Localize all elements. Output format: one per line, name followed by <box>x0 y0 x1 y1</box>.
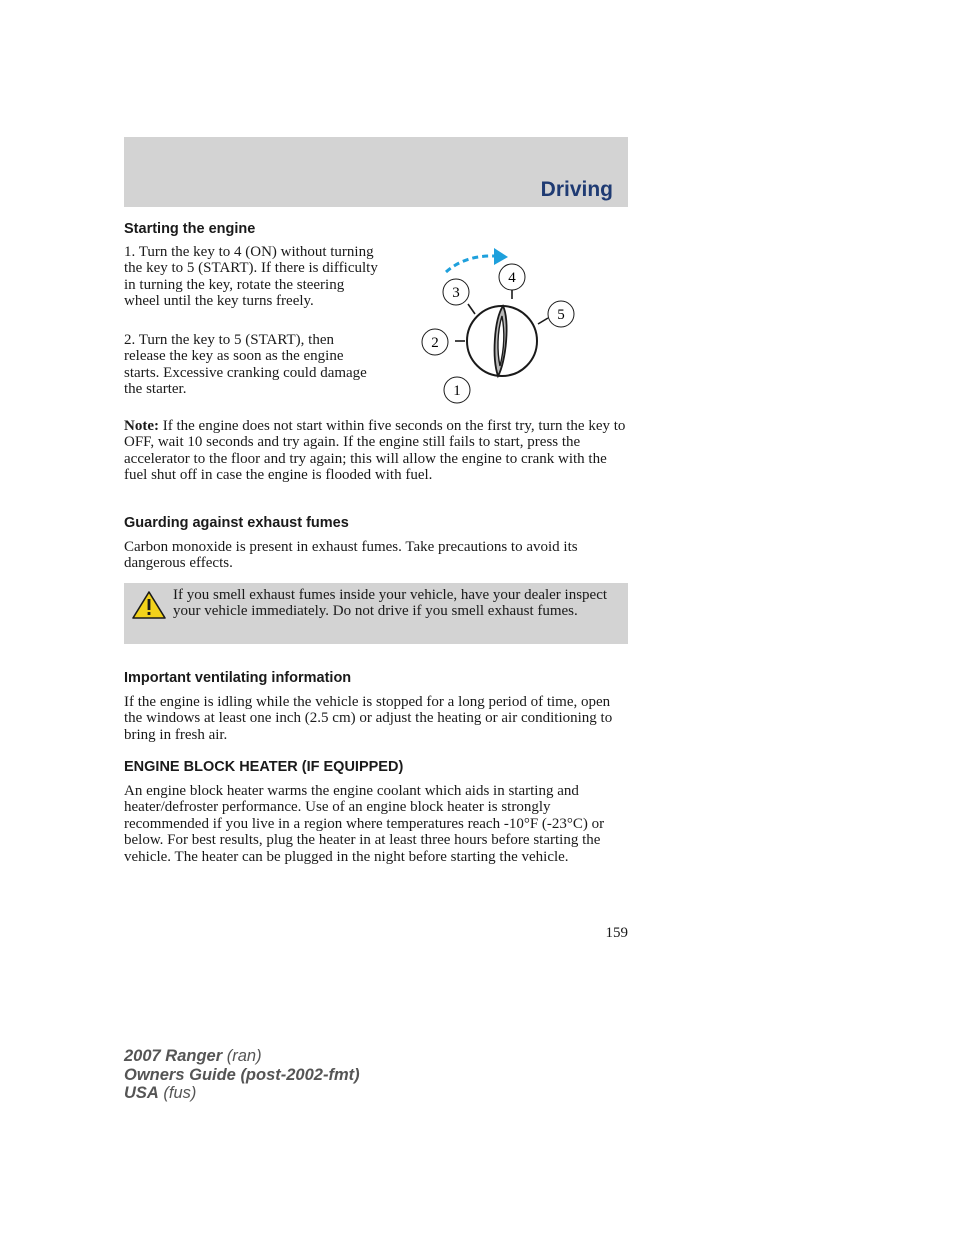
footer-line-1: 2007 Ranger (ran) <box>124 1047 262 1065</box>
starting-step-1: 1. Turn the key to 4 (ON) without turning the key to 5 (START). If there is difficulty in turning the key, rotate the steering wheel until the key turns freely. <box>124 244 378 310</box>
note-paragraph <box>124 418 628 484</box>
warning-text: If you smell exhaust fumes inside your vehicle, have your dealer inspect your vehicle immediately. Do not drive if you smell exhaust fumes. <box>173 587 608 620</box>
warning-triangle-icon <box>131 587 173 621</box>
note-label: Note: <box>124 418 159 434</box>
warning-box <box>124 583 628 644</box>
exhaust-text: Carbon monoxide is present in exhaust fumes. Take precautions to avoid its dangerous effects. <box>124 539 578 572</box>
starting-engine-heading: Starting the engine <box>124 221 256 237</box>
position-2-marker <box>422 329 448 355</box>
starting-step-2: 2. Turn the key to 5 (START), then release the key as soon as the engine starts. Excessive cranking could damage the starter. <box>124 332 367 398</box>
svg-text:3: 3 <box>452 285 460 301</box>
svg-text:2: 2 <box>431 335 439 351</box>
block-heater-text: An engine block heater warms the engine coolant which aids in starting and heater/defroster performance. Use of an engine block heater is strongly recommended if you live in a region where temperatures reach -10°F (-23°C) or below. For best results, plug the heater in at least three hours before starting the vehicle. The heater can be plugged in the night before starting the vehicle. <box>124 783 605 865</box>
exhaust-heading: Guarding against exhaust fumes <box>124 515 349 531</box>
ignition-switch-icon <box>467 306 537 376</box>
rotation-arrow-icon <box>446 248 508 272</box>
ventilating-text: If the engine is idling while the vehicle is stopped for a long period of time, open the windows at least one inch (2.5 cm) or adjust the heating or air conditioning to bring in fresh air. <box>124 694 613 743</box>
footer-line-2: Owners Guide (post-2002-fmt) <box>124 1065 360 1084</box>
svg-text:1: 1 <box>453 383 461 399</box>
ignition-switch-diagram <box>410 240 600 410</box>
page-number: 159 <box>605 925 628 941</box>
svg-text:5: 5 <box>557 307 565 323</box>
section-title: Driving <box>540 178 613 201</box>
warning-paragraph <box>131 587 621 621</box>
section-header <box>124 137 628 207</box>
note-text: If the engine does not start within five seconds on the first try, turn the key to OFF, wait 10 seconds and try again. If the engine still fails to start, press the accelerator to the floor and try again; this will allow the engine to crank with the fuel shut off in case the engine is flooded with fuel. <box>124 418 626 484</box>
footer-line-3: USA (fus) <box>124 1084 197 1102</box>
position-1-marker <box>444 377 470 403</box>
position-3-marker <box>443 279 469 305</box>
svg-text:4: 4 <box>508 270 516 286</box>
position-5-marker <box>548 301 574 327</box>
footer <box>124 1047 360 1103</box>
ventilating-heading: Important ventilating information <box>124 670 352 686</box>
position-4-marker <box>499 264 525 290</box>
block-heater-heading: ENGINE BLOCK HEATER (IF EQUIPPED) <box>124 759 404 775</box>
